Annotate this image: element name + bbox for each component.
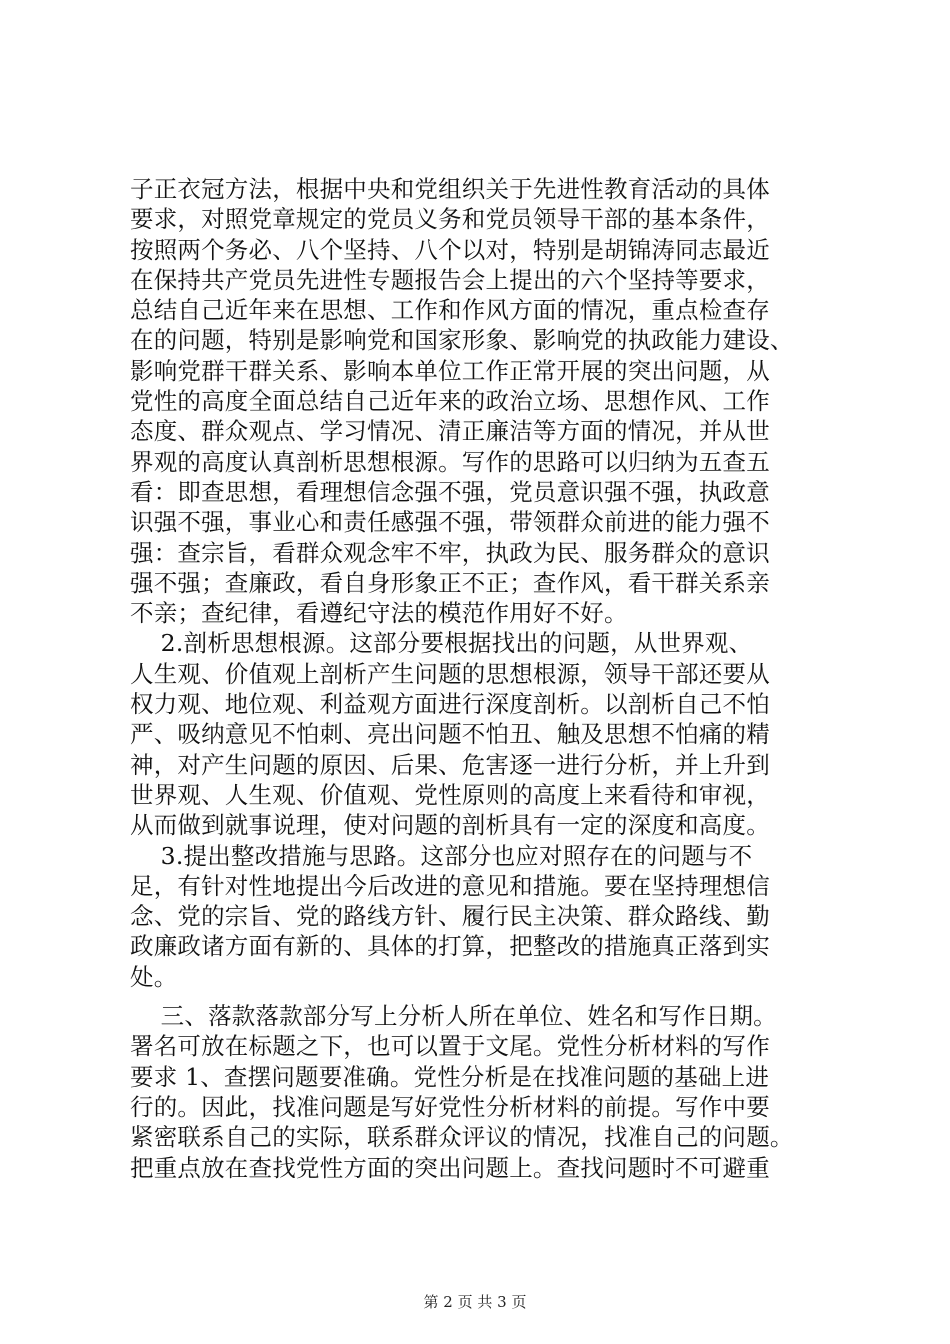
document-body	[130, 174, 850, 1183]
text-line: 从而做到就事说理，使对问题的剖析具有一定的深度和高度。	[130, 811, 770, 840]
text-line: 态度、群众观点、学习情况、清正廉洁等方面的情况，并从世	[130, 417, 770, 446]
text-line: 在保持共产党员先进性专题报告会上提出的六个坚持等要求，	[130, 265, 770, 294]
text-line: 严、吸纳意见不怕刺、亮出问题不怕丑、触及思想不怕痛的精	[130, 720, 770, 749]
text-line: 看：即查思想，看理想信念强不强，党员意识强不强，执政意	[130, 477, 770, 506]
text-line: 3.提出整改措施与思路。这部分也应对照存在的问题与不	[130, 841, 753, 870]
text-line: 世界观、人生观、价值观、党性原则的高度上来看待和审视，	[130, 780, 770, 809]
text-line: 界观的高度认真剖析思想根源。写作的思路可以归纳为五查五	[130, 447, 770, 476]
text-line: 署名可放在标题之下，也可以置于文尾。党性分析材料的写作	[130, 1032, 770, 1061]
text-line: 三、落款落款部分写上分析人所在单位、姓名和写作日期。	[130, 1002, 777, 1031]
text-line: 在的问题，特别是影响党和国家形象、影响党的执政能力建设、	[130, 326, 794, 355]
text-line: 不亲；查纪律，看遵纪守法的模范作用好不好。	[130, 599, 628, 628]
text-line: 强不强；查廉政，看自身形象正不正；查作风，看干群关系亲	[130, 568, 770, 597]
text-line: 行的。因此，找准问题是写好党性分析材料的前提。写作中要	[130, 1092, 770, 1121]
text-line: 总结自己近年来在思想、工作和作风方面的情况，重点检查存	[130, 296, 770, 325]
text-line: 神，对产生问题的原因、后果、危害逐一进行分析，并上升到	[130, 750, 770, 779]
text-line: 政廉政诸方面有新的、具体的打算，把整改的措施真正落到实	[130, 932, 770, 961]
text-line: 2.剖析思想根源。这部分要根据找出的问题，从世界观、	[130, 629, 753, 658]
text-line: 子正衣冠方法，根据中央和党组织关于先进性教育活动的具体	[130, 175, 770, 203]
text-line: 要求，对照党章规定的党员义务和党员领导干部的基本条件，	[130, 205, 770, 234]
text-line: 人生观、价值观上剖析产生问题的思想根源，领导干部还要从	[130, 659, 770, 688]
page-footer: 第 2 页 共 3 页	[423, 1293, 527, 1311]
text-line: 识强不强，事业心和责任感强不强，带领群众前进的能力强不	[130, 508, 770, 537]
text-line: 念、党的宗旨、党的路线方针、履行民主决策、群众路线、勤	[130, 902, 770, 931]
text-line: 影响党群干群关系、影响本单位工作正常开展的突出问题，从	[130, 356, 770, 385]
text-line: 紧密联系自己的实际，联系群众评议的情况，找准自己的问题。	[130, 1123, 794, 1152]
text-line: 要求 1、查摆问题要准确。党性分析是在找准问题的基础上进	[130, 1062, 770, 1091]
text-line: 党性的高度全面总结自己近年来的政治立场、思想作风、工作	[130, 387, 770, 416]
text-line: 权力观、地位观、利益观方面进行深度剖析。以剖析自己不怕	[130, 690, 770, 719]
text-line: 把重点放在查找党性方面的突出问题上。查找问题时不可避重	[130, 1153, 770, 1182]
text-line: 强：查宗旨，看群众观念牢不牢，执政为民、服务群众的意识	[130, 538, 770, 567]
paragraph-gap	[130, 992, 850, 1001]
text-line: 按照两个务必、八个坚持、八个以对，特别是胡锦涛同志最近	[130, 235, 770, 264]
text-line: 足，有针对性地提出今后改进的意见和措施。要在坚持理想信	[130, 871, 770, 900]
text-line: 处。	[130, 962, 178, 991]
